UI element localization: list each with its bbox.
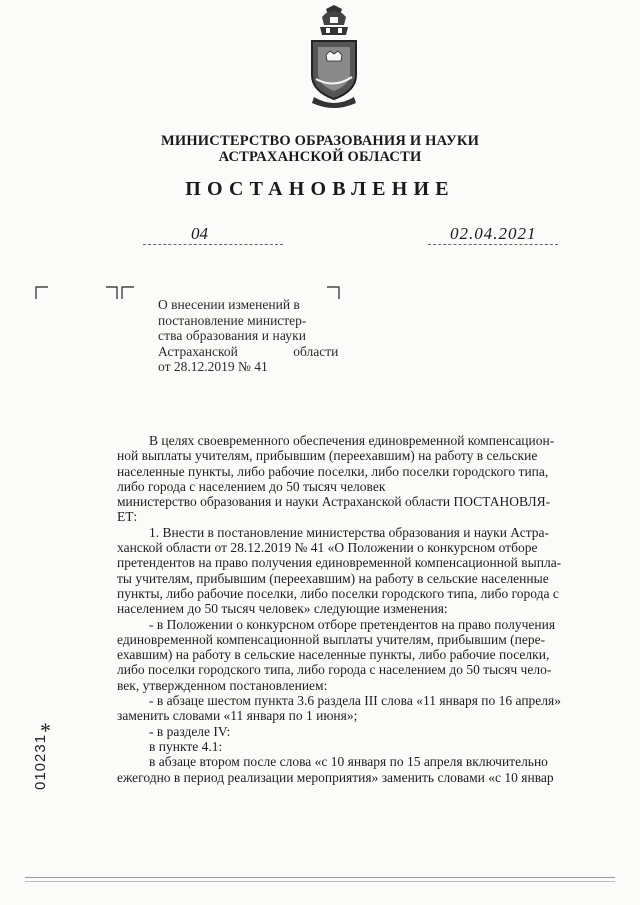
body-line: - в абзаце шестом пункта 3.6 раздела III слова «11 января по 16 апреля» <box>149 693 561 709</box>
body-line: ханской области от 28.12.2019 № 41 «О Положении о конкурсном отборе <box>117 540 538 556</box>
body-line: населением до 50 тысяч человек» следующие изменения: <box>117 601 448 617</box>
body-line: - в разделе IV: <box>149 723 231 739</box>
body-line: 1. Внести в постановление министерства образования и науки Астра- <box>149 524 550 540</box>
coat-of-arms-emblem <box>300 5 368 113</box>
body-line: ты учителям, прибывшим (переехавшим) на работу в сельские населенные <box>117 570 549 586</box>
body-line: единовременной компенсационной выплаты учителям, прибывшим (пере- <box>117 631 546 647</box>
body-line: - в Положении о конкурсном отборе претендентов на право получения <box>149 616 556 632</box>
corner-mark-middle <box>105 286 135 300</box>
document-date: 02.04.2021 <box>450 224 537 243</box>
body-line: населенные пункты, либо рабочие поселки, либо поселки городского типа, <box>117 463 549 479</box>
subject-line: от 28.12.2019 № 41 <box>158 359 268 374</box>
document-subject <box>158 297 339 375</box>
bottom-divider <box>25 881 615 882</box>
subject-line: постановление министер- <box>158 312 307 328</box>
margin-star: * <box>40 718 51 743</box>
body-line: либо города с населением до 50 тысяч человек <box>117 478 386 494</box>
body-line: ежегодно в период реализации мероприятия» заменить словами «с 10 январ <box>117 769 554 785</box>
corner-mark-left <box>35 286 49 300</box>
body-line: ной выплаты учителям, прибывшим (переехавшим) на работу в сельские <box>117 448 538 464</box>
body-line: ехавшим) на работу в сельские населенные пункты, либо рабочие поселки, <box>117 647 550 663</box>
document-date-field <box>428 226 558 245</box>
ministry-name <box>120 133 520 165</box>
document-number-field <box>143 226 283 245</box>
body-line: претендентов на право получения единовременной компенсационной выпла- <box>117 555 562 571</box>
subject-line: Астраханской области <box>158 343 339 359</box>
bottom-divider <box>25 877 615 878</box>
margin-serial-number: 010231 <box>32 733 49 790</box>
body-line: В целях своевременного обеспечения единовременной компенсацион- <box>149 433 555 448</box>
ministry-name-line2: АСТРАХАНСКОЙ ОБЛАСТИ <box>218 149 422 165</box>
body-line: ЕТ: <box>117 509 138 525</box>
document-type: ПОСТАНОВЛЕНИЕ <box>185 178 455 200</box>
body-line: в абзаце втором после слова «с 10 января по 15 апреля включительно <box>149 754 548 770</box>
subject-line: О внесении изменений в <box>158 297 300 312</box>
body-line: министерство образования и науки Астраханской области ПОСТАНОВЛЯ- <box>117 494 551 510</box>
body-line: либо поселки городского типа, либо города с населением до 50 тысяч чело- <box>117 662 552 678</box>
subject-line: ства образования и науки <box>158 328 307 343</box>
body-line: заменить словами «11 января по 1 июня»; <box>117 708 358 724</box>
body-line: век, утвержденном постановлением: <box>117 677 328 693</box>
body-line: в пункте 4.1: <box>149 738 223 754</box>
ministry-name-line1: МИНИСТЕРСТВО ОБРАЗОВАНИЯ И НАУКИ <box>160 133 480 149</box>
body-line: пункты, либо рабочие поселки, либо поселки городского типа, либо города с <box>117 585 559 601</box>
document-number: 04 <box>191 224 208 243</box>
document-body <box>117 433 615 785</box>
